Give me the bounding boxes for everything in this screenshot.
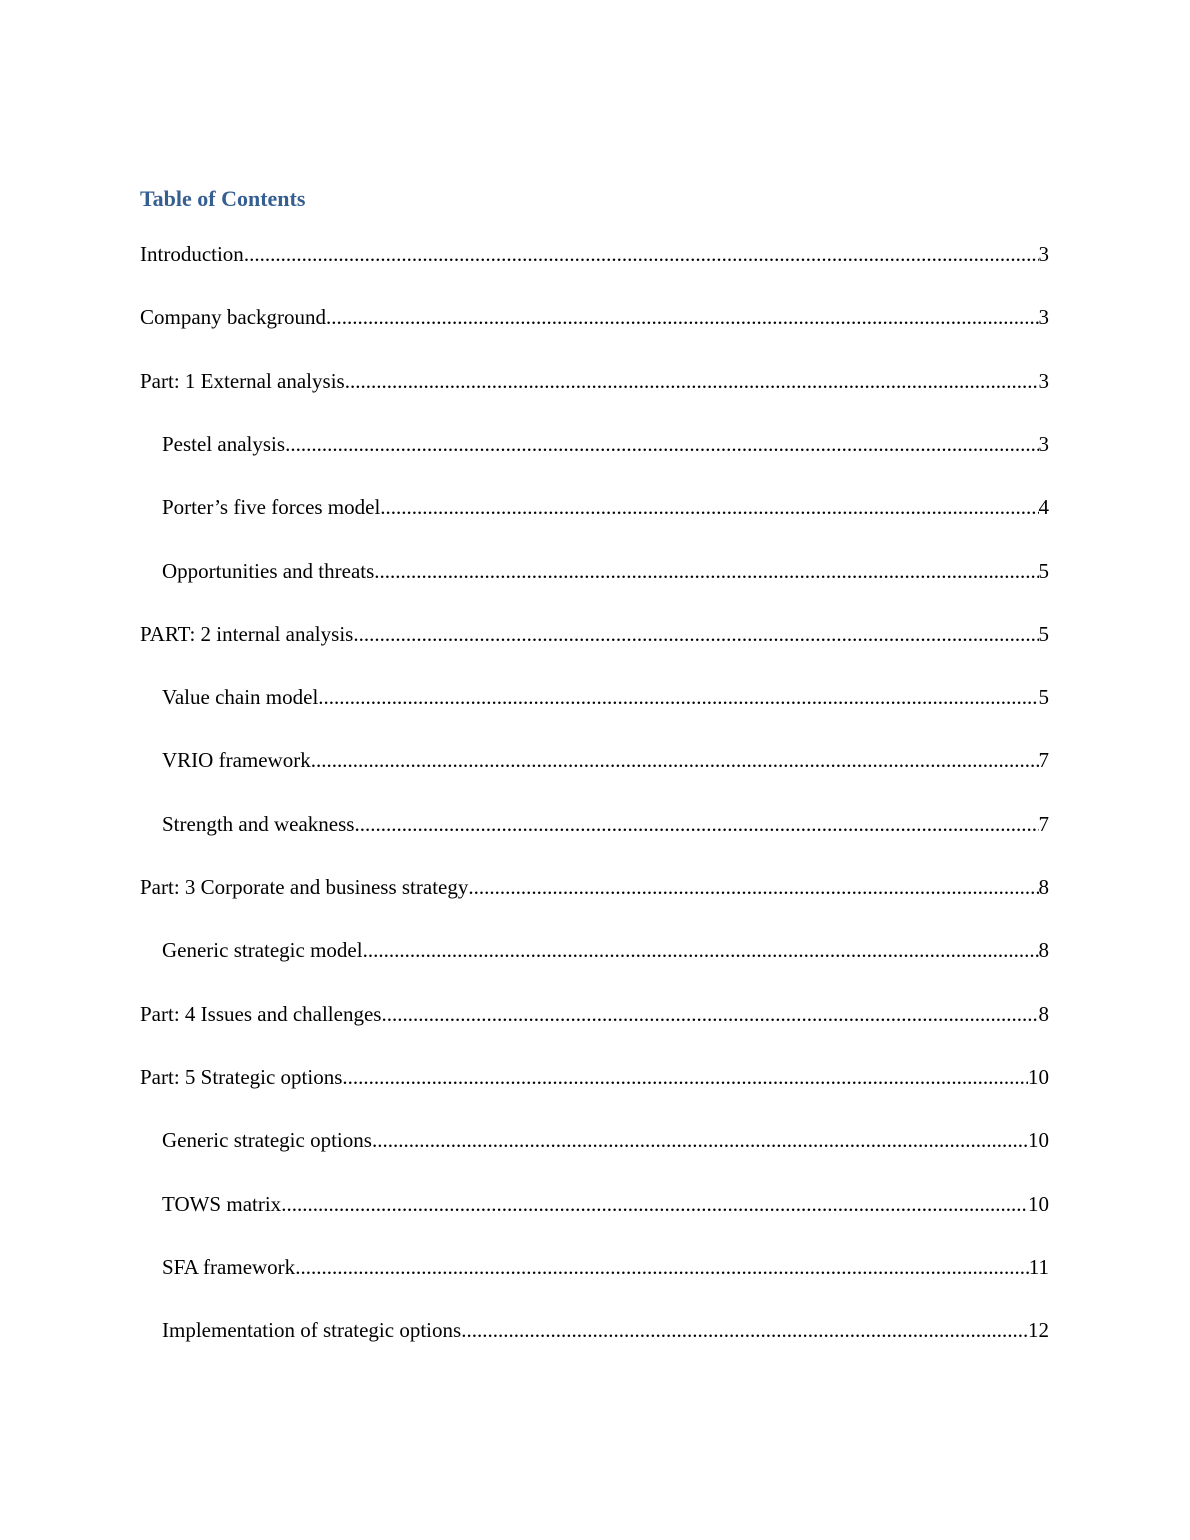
toc-entry-page-number: 12 [1028, 1318, 1049, 1342]
toc-dot-leader [295, 1254, 1029, 1280]
toc-entry-page-number: 3 [1038, 432, 1049, 456]
toc-dot-leader [311, 747, 1039, 773]
toc-entry-page-number: 8 [1038, 875, 1049, 899]
toc-entry-page-number: 5 [1038, 622, 1049, 646]
toc-entry-label: Part: 1 External analysis [140, 369, 345, 393]
toc-entry-label: Company background [140, 305, 327, 329]
toc-entry-label: Generic strategic model [162, 938, 363, 962]
toc-dot-leader [380, 494, 1038, 520]
toc-dot-leader [281, 1191, 1028, 1217]
toc-entry-label: Porter’s five forces model [162, 495, 381, 519]
toc-entry[interactable] [140, 874, 1049, 900]
toc-entry[interactable] [162, 1191, 1049, 1217]
toc-dot-leader [244, 241, 1039, 267]
toc-entry[interactable] [140, 1001, 1049, 1027]
toc-dot-leader [342, 1064, 1028, 1090]
toc-entry-label: Part: 5 Strategic options [140, 1065, 343, 1089]
toc-entry-label: Implementation of strategic options [162, 1318, 462, 1342]
toc-entry-label: Introduction [140, 242, 244, 266]
toc-entry-label: Pestel analysis [162, 432, 286, 456]
toc-entry-page-number: 11 [1028, 1255, 1049, 1279]
toc-dot-leader [363, 937, 1039, 963]
toc-entry-label: SFA framework [162, 1255, 296, 1279]
toc-entry-label: TOWS matrix [162, 1192, 282, 1216]
toc-entry[interactable] [140, 304, 1049, 330]
toc-dot-leader [318, 684, 1038, 710]
toc-entry-label: Generic strategic options [162, 1128, 372, 1152]
toc-entry-page-number: 8 [1038, 1002, 1049, 1026]
toc-entry-page-number: 3 [1038, 242, 1049, 266]
toc-dot-leader [461, 1317, 1028, 1343]
toc-entry-label: VRIO framework [162, 748, 311, 772]
toc-dot-leader [353, 621, 1038, 647]
toc-entry-page-number: 7 [1038, 812, 1049, 836]
toc-entry-page-number: 3 [1038, 305, 1049, 329]
toc-title: Table of Contents [140, 186, 306, 211]
toc-entry[interactable] [162, 1127, 1049, 1153]
toc-entry-page-number: 10 [1028, 1128, 1049, 1152]
toc-dot-leader [285, 431, 1038, 457]
toc-entry[interactable] [162, 747, 1049, 773]
toc-entry[interactable] [162, 811, 1049, 837]
toc-entry-page-number: 5 [1038, 559, 1049, 583]
toc-entry-page-number: 4 [1038, 495, 1049, 519]
toc-entry[interactable] [140, 241, 1049, 267]
toc-entry[interactable] [162, 684, 1049, 710]
toc-entry-page-number: 7 [1038, 748, 1049, 772]
toc-entry-label: Opportunities and threats [162, 559, 375, 583]
toc-entry-label: Part: 3 Corporate and business strategy [140, 875, 469, 899]
toc-entry[interactable] [162, 937, 1049, 963]
toc-entry[interactable] [162, 558, 1049, 584]
toc-entry[interactable] [162, 431, 1049, 457]
toc-entry[interactable] [162, 494, 1049, 520]
toc-dot-leader [374, 558, 1038, 584]
toc-dot-leader [326, 304, 1038, 330]
toc-dot-leader [468, 874, 1038, 900]
toc-entry-label: Value chain model [162, 685, 319, 709]
toc-entry-page-number: 10 [1028, 1192, 1049, 1216]
toc-entry-label: Strength and weakness [162, 812, 355, 836]
toc-entry-label: Part: 4 Issues and challenges [140, 1002, 382, 1026]
toc-entry-page-number: 10 [1028, 1065, 1049, 1089]
toc-entry-label: PART: 2 internal analysis [140, 622, 354, 646]
toc-entry[interactable] [140, 368, 1049, 394]
toc-dot-leader [381, 1001, 1038, 1027]
toc-dot-leader [354, 811, 1038, 837]
toc-entry[interactable] [162, 1317, 1049, 1343]
toc-entry-page-number: 8 [1038, 938, 1049, 962]
toc-entry-page-number: 3 [1038, 369, 1049, 393]
toc-entry[interactable] [140, 1064, 1049, 1090]
toc-dot-leader [372, 1127, 1028, 1153]
toc-entry-page-number: 5 [1038, 685, 1049, 709]
toc-entry[interactable] [162, 1254, 1049, 1280]
toc-entry[interactable] [140, 621, 1049, 647]
toc-dot-leader [345, 368, 1039, 394]
